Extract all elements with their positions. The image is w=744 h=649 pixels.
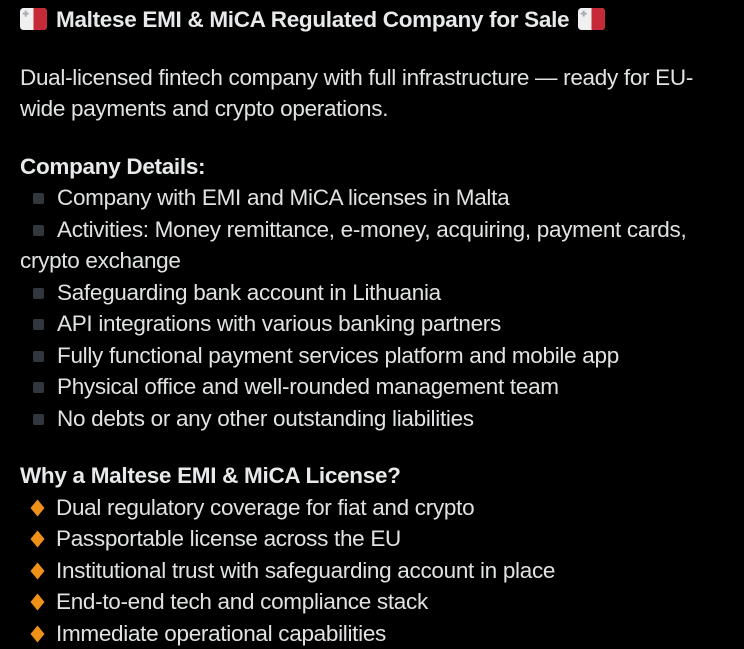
list-item bbox=[20, 182, 724, 214]
square-bullet-icon bbox=[33, 225, 44, 236]
malta-flag-icon bbox=[20, 8, 47, 30]
post-title bbox=[20, 4, 724, 36]
list-item bbox=[20, 523, 724, 555]
list-item-text: Fully functional payment services platform and mobile app bbox=[57, 343, 619, 368]
why-license-list bbox=[20, 492, 724, 649]
square-bullet-icon bbox=[33, 319, 44, 330]
list-item-text: Passportable license across the EU bbox=[56, 526, 401, 551]
orange-diamond-icon bbox=[30, 625, 45, 643]
malta-flag-icon bbox=[578, 8, 605, 30]
square-bullet-icon bbox=[33, 351, 44, 362]
post-title-text: Maltese EMI & MiCA Regulated Company for Sale bbox=[56, 7, 569, 32]
list-item-text: End-to-end tech and compliance stack bbox=[56, 589, 428, 614]
list-item bbox=[20, 371, 724, 403]
list-item-text: Physical office and well-rounded management team bbox=[57, 374, 559, 399]
square-bullet-icon bbox=[33, 382, 44, 393]
list-item-text: Institutional trust with safeguarding account in place bbox=[56, 558, 555, 583]
orange-diamond-icon bbox=[30, 530, 45, 548]
post-intro: Dual-licensed fintech company with full infrastructure — ready for EU-wide payments and crypto operations. bbox=[20, 62, 724, 125]
section-heading: Company Details: bbox=[20, 151, 724, 183]
list-item-text: No debts or any other outstanding liabilities bbox=[57, 406, 474, 431]
list-item-text: Immediate operational capabilities bbox=[56, 621, 386, 646]
list-item bbox=[20, 277, 724, 309]
orange-diamond-icon bbox=[30, 593, 45, 611]
list-item bbox=[20, 586, 724, 618]
list-item bbox=[20, 214, 724, 277]
list-item bbox=[20, 492, 724, 524]
list-item bbox=[20, 618, 724, 649]
list-item bbox=[20, 308, 724, 340]
section-heading: Why a Maltese EMI & MiCA License? bbox=[20, 460, 724, 492]
square-bullet-icon bbox=[33, 193, 44, 204]
list-item-text: API integrations with various banking partners bbox=[57, 311, 501, 336]
list-item-text: Activities: Money remittance, e-money, acquiring, payment cards, crypto exchange bbox=[20, 217, 686, 274]
list-item-text: Company with EMI and MiCA licenses in Malta bbox=[57, 185, 509, 210]
list-item bbox=[20, 340, 724, 372]
orange-diamond-icon bbox=[30, 499, 45, 517]
list-item bbox=[20, 403, 724, 435]
list-item bbox=[20, 555, 724, 587]
list-item-text: Dual regulatory coverage for fiat and crypto bbox=[56, 495, 474, 520]
square-bullet-icon bbox=[33, 414, 44, 425]
list-item-text: Safeguarding bank account in Lithuania bbox=[57, 280, 441, 305]
section-company-details bbox=[20, 151, 724, 435]
orange-diamond-icon bbox=[30, 562, 45, 580]
section-why-license bbox=[20, 460, 724, 649]
square-bullet-icon bbox=[33, 288, 44, 299]
company-details-list bbox=[20, 182, 724, 434]
